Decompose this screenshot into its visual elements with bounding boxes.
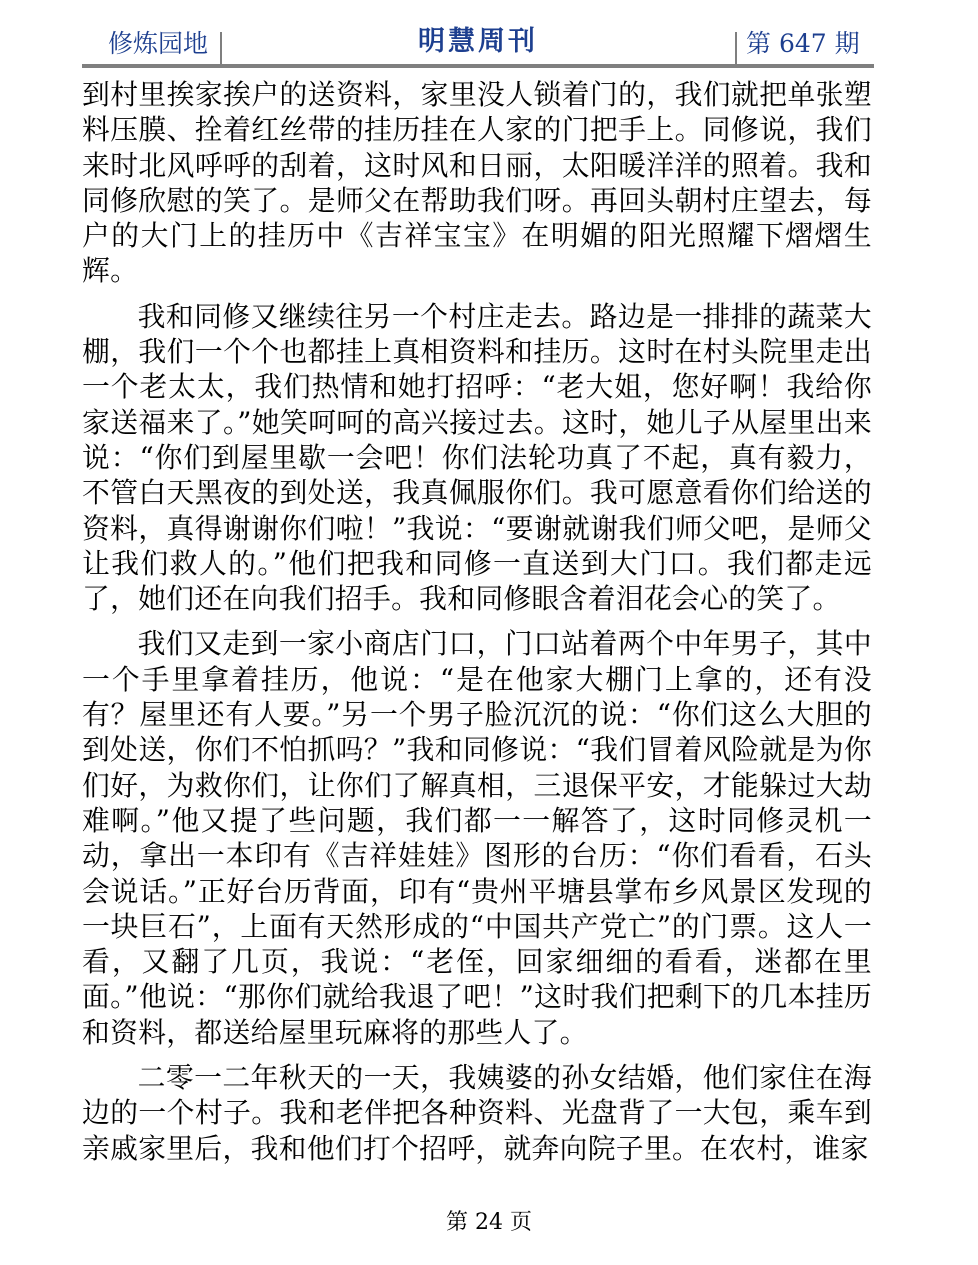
article-body — [82, 77, 872, 1166]
paragraph: 二零一二年秋天的一天，我姨婆的孙女结婚，他们家住在海边的一个村子。我和老伴把各种资料、光盘背了一大包，乘车到亲戚家里后，我和他们打个招呼，就奔向院子里。在农村，谁家 — [82, 1061, 872, 1165]
paragraph-continuation: 到村里挨家挨户的送资料，家里没人锁着门的，我们就把单张塑料压膜、拴着红丝带的挂历挂在人家的门把手上。同修说，我们来时北风呼呼的刮着，这时风和日丽，太阳暖洋洋的照着。我和同修欣慰的笑了。是师父在帮助我们呀。再回头朝村庄望去，每户的大门上的挂历中《吉祥宝宝》在明媚的阳光照耀下熠熠生辉。 — [82, 78, 872, 288]
page-header — [82, 22, 874, 66]
header-rule — [82, 64, 874, 68]
section-title: 修炼园地 — [108, 29, 209, 58]
header-divider-right — [735, 32, 737, 66]
issue-number: 第 647 期 — [746, 29, 860, 58]
paragraph: 我和同修又继续往另一个村庄走去。路边是一排排的蔬菜大棚，我们一个个也都挂上真相资料和挂历。这时在村头院里走出一个老太太，我们热情和她打招呼：“老大姐，您好啊！我给你家送福来了。”她笑呵呵的高兴接过去。这时，她儿子从屋里出来说：“你们到屋里歇一会吧！你们法轮功真了不起，真有毅力，不管白天黑夜的到处送，我真佩服你们。我可愿意看你们给送的资料，真得谢谢你们啦！”我说：“要谢就谢我们师父吧，是师父让我们救人的。”他们把我和同修一直送到大门口。我们都走远了，她们还在向我们招手。我和同修眼含着泪花会心的笑了。 — [82, 299, 872, 616]
page-number: 第 24 页 — [446, 1210, 532, 1235]
publication-title: 明慧周刊 — [418, 26, 538, 57]
paragraph: 我们又走到一家小商店门口，门口站着两个中年男子，其中一个手里拿着挂历，他说：“是在他家大棚门上拿的，还有没有？屋里还有人要。”另一个男子脸沉沉的说：“你们这么大胆的到处送，你们不怕抓吗？”我和同修说：“我们冒着风险就是为你们好，为救你们，让你们了解真相，三退保平安，才能躲过大劫难啊。”他又提了些问题，我们都一一解答了，这时同修灵机一动，拿出一本印有《吉祥娃娃》图形的台历：“你们看看，石头会说话。”正好台历背面，印有“贵州平塘县掌布乡风景区发现的一块巨石”，上面有天然形成的“中国共产党亡”的门票。这人一看，又翻了几页，我说：“老侄，回家细细的看看，迷都在里面。”他说：“那你们就给我退了吧！”这时我们把剩下的几本挂历和资料，都送给屋里玩麻将的那些人了。 — [82, 627, 872, 1049]
